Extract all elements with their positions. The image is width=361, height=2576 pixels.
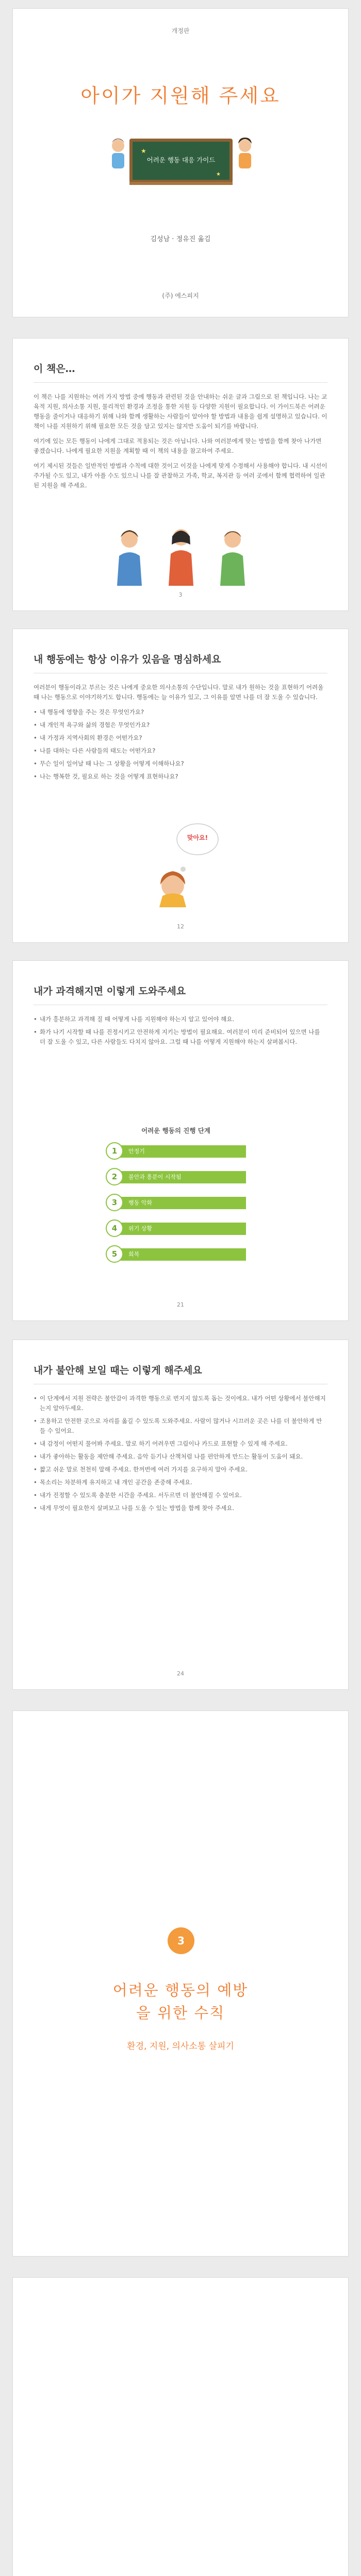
step-label: 회복 (115, 1248, 246, 1261)
step-number: 5 (106, 1245, 123, 1263)
page-number: 12 (177, 923, 184, 930)
step-number: 3 (106, 1194, 123, 1211)
chapter-title: 어려운 행동의 예방을 위한 수칙 (112, 1981, 249, 2022)
list-item: • 화가 나기 시작할 때 나를 진정시키고 안전하게 지키는 방법이 필요해요. 여러분이 미리 준비되어 있으면 나를 더 잘 도울 수 있고, 다른 사람들도 다치지 않아요. 그럴 때 나를 어떻게 지원해야 하는지 살펴봅시다. (34, 1027, 327, 1047)
list-item: • 짧고 쉬운 말로 천천히 말해 주세요. 한꺼번에 여러 가지를 요구하지 말아 주세요. (34, 1465, 327, 1475)
thought-bubble-text: 맞아요! (187, 834, 208, 841)
authors: 김성남 · 정유진 옮김 (150, 235, 211, 243)
intro-paragraph-3: 여기 제시된 것들은 일반적인 방법과 수칙에 대한 것이고 이것을 나에게 맞게 수정해서 사용해야 합니다. 내 시선이 주가될 수도 있고, 내가 아플 수도 있으니 나를 잘 관찰하고 가족, 학교, 복지관 등 여러 곳에서 함께 협력하여 일관된 지원을 해 주세요. (34, 462, 327, 489)
step-label: 안정기 (115, 1145, 246, 1158)
list-item: • 내가 진정할 수 있도록 충분한 시간을 주세요. 서두르면 더 불안해질 수 있어요. (34, 1490, 327, 1500)
flow-step (106, 1141, 246, 1161)
list-item: • 내게 무엇이 필요한지 살펴보고 나를 도울 수 있는 방법을 함께 찾아 주세요. (34, 1503, 327, 1513)
intro-heading: 이 책은… (34, 361, 327, 383)
page-number: 24 (177, 1670, 184, 1677)
page-number: 21 (177, 1301, 184, 1308)
list-item: • 내 감정이 어떤지 물어봐 주세요. 말로 하기 어려우면 그림이나 카드로 표현할 수 있게 해 주세요. (34, 1439, 327, 1449)
step-label: 불안과 흥분이 시작됨 (115, 1171, 246, 1183)
behavior-page (12, 629, 349, 943)
list-item: • 나를 대하는 다른 사람들의 태도는 어떤가요? (34, 746, 327, 756)
list-item: • 내 행동에 영향을 주는 것은 무엇인가요? (34, 707, 327, 717)
intro-paragraph-1: 이 책은 나를 지원하는 여러 가지 방법 중에 행동과 관련된 것을 안내하는 쉬운 글과 그림으로 된 책입니다. 나는 교육적 지원, 의사소통 지원, 물리적인 환경과 조정을 통한 지원 등 다양한 지원이 필요합니다. 이 가이드북은 어려운 행동을 줄이거나 대응하기 위해 나와 함께 생활하는 사람들이 알아야 할 방법과 내용을 쉽게 설명하고 있습니다. 이 책이 나를 지원하기 위해 필요한 모든 것을 담고 있지는 않지만 도움이 되기를 바랍니다. (34, 393, 327, 430)
crisis-bullets (34, 1014, 327, 1047)
behavior-heading: 내 행동에는 항상 이유가 있음을 명심하세요 (34, 652, 327, 673)
intro-paragraph-2: 여기에 있는 모든 행동이 나에게 그대로 적용되는 것은 아닙니다. 나와 여러분에게 맞는 방법을 함께 찾아 나가면 좋겠습니다. 나에게 필요한 지원을 계획할 때 이 책의 내용을 참고하여 주세요. (34, 437, 322, 454)
step-label: 위기 상황 (115, 1223, 246, 1235)
behavior-body (34, 683, 327, 785)
flow-step (106, 1218, 246, 1238)
thinking-girl (142, 820, 224, 907)
page-number: 3 (178, 591, 183, 598)
list-item: • 내 개인적 욕구와 삶의 경험은 무엇인가요? (34, 720, 327, 730)
chapter-subtitle: 환경, 지원, 의사소통 살피기 (127, 2041, 234, 2052)
chalkboard (107, 130, 255, 190)
anxious-heading: 내가 불안해 보일 때는 이렇게 해주세요 (34, 1363, 327, 1384)
step-number: 1 (106, 1142, 123, 1160)
behavior-paragraph: 여러분이 행동이라고 부르는 것은 나에게 중요한 의사소통의 수단입니다. 말로 내가 원하는 것을 표현하기 어려울 때 나는 행동으로 이야기하기도 합니다. 행동에는 늘 이유가 있고, 그 이유를 알면 나를 더 잘 도울 수 있습니다. (34, 684, 324, 701)
chapter-page (12, 1710, 349, 2257)
step-label: 행동 악화 (115, 1197, 246, 1209)
flow-title: 어려운 행동의 진행 단계 (141, 1127, 210, 1134)
list-item: • 목소리는 차분하게 유지하고 내 개인 공간을 존중해 주세요. (34, 1478, 327, 1487)
behavior-questions (34, 707, 327, 782)
intro-body (34, 392, 327, 496)
svg-text:★: ★ (216, 172, 221, 177)
step-number: 4 (106, 1219, 123, 1237)
anxious-bullets (34, 1394, 327, 1513)
crisis-heading: 내가 과격해지면 이렇게 도와주세요 (34, 984, 327, 1005)
flow-step (106, 1193, 246, 1212)
anxious-body (34, 1394, 327, 1516)
publisher: (주) 에스피지 (162, 292, 199, 299)
list-item: • 이 단계에서 지원 전략은 불안감이 과격한 행동으로 번지지 않도록 돕는 것이에요. 내가 어떤 상황에서 불안해지는지 알아두세요. (34, 1394, 327, 1413)
people-illustration (104, 524, 258, 586)
chalkboard-text: 어려운 행동 대응 가이드 (146, 156, 216, 164)
cover-title: 아이가 지원해 주세요 (80, 84, 281, 107)
list-item: • 조용하고 안전한 곳으로 자리를 옮길 수 있도록 도와주세요. 사람이 많거나 시끄러운 곳은 나를 더 불안하게 만들 수 있어요. (34, 1416, 327, 1436)
svg-text:★: ★ (141, 147, 146, 155)
anxious-page (12, 1340, 349, 1690)
crisis-body (34, 1014, 327, 1050)
flow-step (106, 1244, 246, 1264)
chapter-page (12, 2277, 349, 2576)
step-number: 2 (106, 1168, 123, 1185)
list-item: • 무슨 일이 일어날 때 나는 그 상황을 어떻게 이해하나요? (34, 759, 327, 769)
list-item: • 내 가정과 지역사회의 환경은 어떤가요? (34, 733, 327, 743)
cover-page (12, 8, 349, 317)
list-item: • 나는 행복한 것, 필요로 하는 것을 어떻게 표현하나요? (34, 772, 327, 782)
intro-page (12, 338, 349, 611)
behavior-stage-flow (106, 1126, 246, 1290)
chapter-number-badge: 3 (168, 1927, 194, 1954)
flow-step (106, 1167, 246, 1187)
edition-label: 개정판 (171, 27, 190, 35)
crisis-page (12, 960, 349, 1321)
list-item: • 내가 좋아하는 활동을 제안해 주세요. 음악 듣기나 산책처럼 나를 편안하게 만드는 활동이 도움이 돼요. (34, 1452, 327, 1462)
list-item: • 내가 흥분하고 과격해 질 때 어떻게 나를 지원해야 하는지 알고 있어야 해요. (34, 1014, 327, 1024)
